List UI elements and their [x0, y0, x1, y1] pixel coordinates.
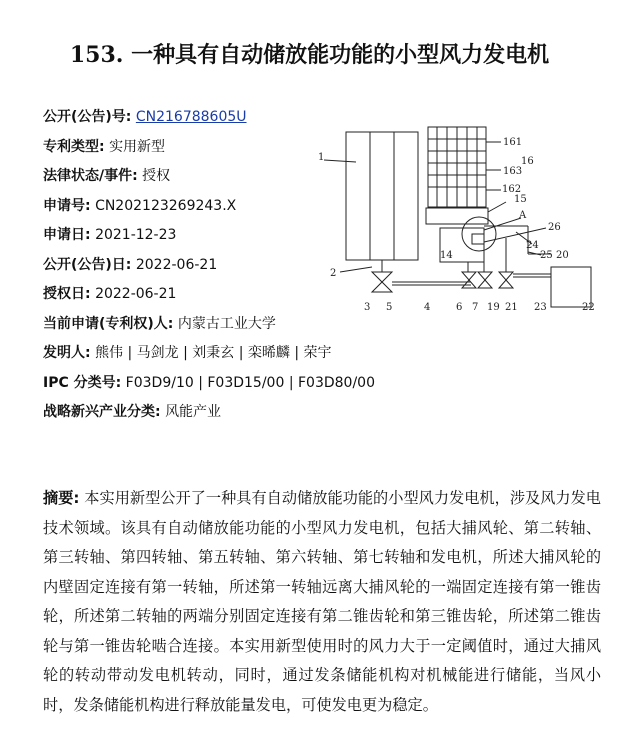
inventors-value: 熊伟 | 马剑龙 | 刘秉玄 | 栾晞麟 | 荣宇 — [95, 345, 332, 361]
legal-label: 法律状态/事件: — [43, 168, 138, 184]
fig-label-25: 25 — [540, 250, 553, 261]
fig-label-162: 162 — [502, 184, 522, 195]
abstract-text: 本实用新型公开了一种具有自动储放能功能的小型风力发电机，涉及风力发电技术领域。该具有自动储放能功能的小型风力发电机，包括大捕风轮、第二转轴、第三转轴、第四转轴、第五转轴、第六转轴、第七转轴和发电机，所述大捕风轮的内壁固定连接有第一转轴，所述第一转轴远离大捕风轮的一端固定连接有第一锥齿轮，所述第二转轴的两端分别固定连接有第二锥齿轮和第三锥齿轮，所述第二锥齿轮与第一锥齿轮啮合连接。本实用新型使用时的风力大于一定阈值时，通过大捕风轮的转动带动发电机转动，同时，通过发条储能机构对机械能进行储能，当风小时，发条储能机构进行释放能量发电，可使发电更为稳定。 — [43, 489, 601, 714]
fig-label-2: 2 — [330, 268, 337, 279]
fig-label-21: 21 — [505, 302, 518, 313]
abstract — [43, 484, 601, 720]
app-date-value: 2021-12-23 — [95, 227, 177, 243]
fig-label-A: A — [519, 210, 527, 221]
fig-label-22: 22 — [582, 302, 595, 313]
type-label: 专利类型: — [43, 138, 105, 155]
inventors-label: 发明人: — [43, 345, 91, 361]
fig-label-6: 6 — [456, 302, 463, 313]
abstract-label: 摘要: — [43, 489, 80, 507]
app-date-label: 申请日: — [43, 227, 91, 243]
industry-label: 战略新兴产业分类: — [43, 404, 161, 420]
page-title: 153. 一种具有自动储放能功能的小型风力发电机 — [69, 42, 550, 68]
fig-label-15: 15 — [514, 194, 527, 205]
fig-label-20: 20 — [556, 250, 569, 261]
fig-label-7: 7 — [472, 302, 479, 313]
fig-label-1: 1 — [318, 152, 325, 163]
applicant-label: 当前申请(专利权)人: — [43, 315, 174, 332]
applicant-value: 内蒙古工业大学 — [177, 315, 276, 332]
patent-drawing — [316, 122, 606, 322]
app-no-label: 申请号: — [43, 197, 91, 214]
ipc-label: IPC 分类号: — [43, 374, 122, 391]
fig-label-23: 23 — [534, 302, 547, 313]
fig-label-14: 14 — [440, 250, 453, 261]
pub-date-value: 2022-06-21 — [135, 256, 218, 273]
ipc-value: F03D9/10 | F03D15/00 | F03D80/00 — [125, 374, 375, 391]
industry-value: 风能产业 — [165, 404, 222, 420]
pub-no-label: 公开(公告)号: — [43, 109, 132, 125]
pub-date-label: 公开(公告)日: — [43, 256, 132, 273]
grant-date-label: 授权日: — [43, 286, 91, 302]
pub-no-link[interactable]: CN216788605U — [135, 109, 247, 125]
fig-label-26: 26 — [548, 222, 561, 233]
app-no-value: CN202123269243.X — [95, 197, 237, 214]
fig-label-16: 16 — [521, 156, 534, 167]
fig-label-5: 5 — [386, 302, 393, 313]
fig-label-4: 4 — [424, 302, 431, 313]
legal-value: 授权 — [142, 168, 171, 184]
industry-row — [43, 398, 383, 428]
fig-label-163: 163 — [503, 166, 523, 177]
ipc-row — [43, 369, 383, 399]
type-value: 实用新型 — [109, 138, 166, 155]
fig-label-19: 19 — [487, 302, 500, 313]
fig-label-161: 161 — [503, 137, 523, 148]
grant-date-value: 2022-06-21 — [95, 286, 177, 302]
inventors-row — [43, 339, 383, 369]
fig-label-3: 3 — [364, 302, 371, 313]
fig-label-24: 24 — [526, 240, 539, 251]
